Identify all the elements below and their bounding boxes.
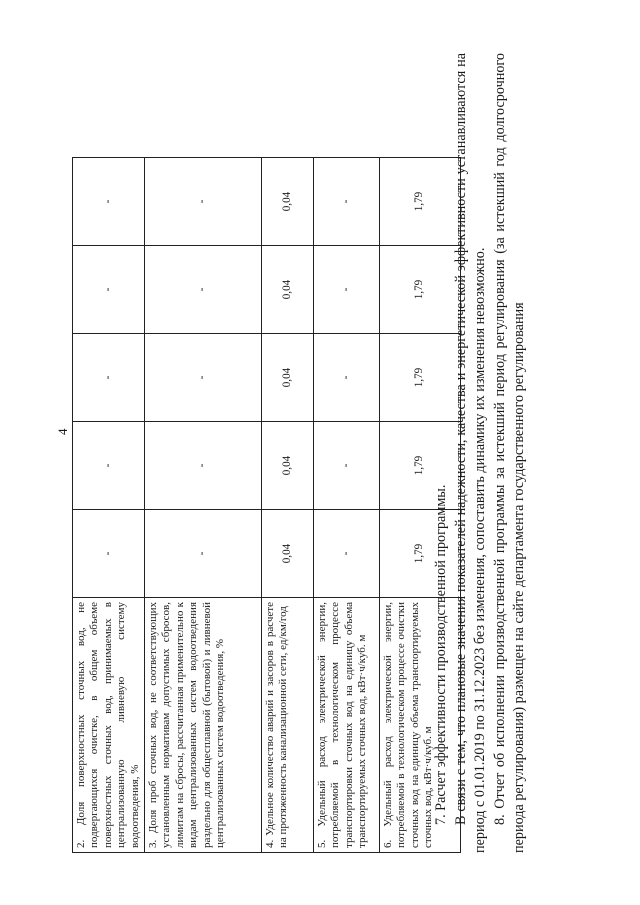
table-cell: -	[314, 246, 380, 334]
table-cell: 1,79	[380, 422, 461, 510]
table-cell: 1,79	[380, 334, 461, 422]
row-label: 2. Доля поверхностных сточных вод, не подвергающихся очистке, в общем объеме поверхностных сточных вод, принимаемых в централизованную ливневую систему водоотведения, %	[73, 598, 145, 853]
table-row	[73, 158, 145, 853]
table-cell: -	[73, 422, 145, 510]
table-cell: 1,79	[380, 158, 461, 246]
table-cell: 0,04	[262, 422, 314, 510]
table-cell: 1,79	[380, 246, 461, 334]
table-cell: -	[73, 334, 145, 422]
row-label: 6. Удельный расход электрической энергии, потребляемой в технологическом процессе очистки сточных вод на единицу объема транспортируемых сточных вод, кВт·ч/куб. м	[380, 598, 461, 853]
page-number: 4	[55, 428, 70, 435]
table-cell: -	[145, 510, 262, 598]
table-cell: -	[145, 422, 262, 510]
paragraph: 8. Отчет об исполнении производственной программы за истекший период регулирования (за истекший год долгосрочного периода регулирования) размещен на сайте департамента государственного регулирования	[491, 53, 528, 853]
body-text	[432, 53, 530, 853]
table-cell: -	[145, 246, 262, 334]
section-heading: 7. Расчет эффективности производственной программы.	[433, 484, 449, 825]
table-row	[314, 158, 380, 853]
row-label: 3. Доля проб сточных вод, не соответствующих установленным нормативам допустимых сбросов, лимитам на сбросы, рассчитанная применительно к видам централизованных систем водоотведения раздельно для общесплавной (бытовой) и ливневой централизованных систем водоотведения, %	[145, 598, 262, 853]
table-cell: -	[73, 246, 145, 334]
table-cell: -	[73, 158, 145, 246]
table-cell: 0,04	[262, 510, 314, 598]
row-label: 5. Удельный расход электрической энергии, потребляемой в технологическом процессе транспортировки сточных вод на единицу объема транспортируемых сточных вод, кВт·ч/куб. м	[314, 598, 380, 853]
table-cell: 0,04	[262, 158, 314, 246]
table-row	[262, 158, 314, 853]
table-cell: -	[314, 334, 380, 422]
row-label: 4. Удельное количество аварий и засоров в расчете на протяженность канализационной сети, ед/км/год	[262, 598, 314, 853]
table-row	[145, 158, 262, 853]
table-cell: -	[314, 510, 380, 598]
table-cell: 0,04	[262, 246, 314, 334]
table-cell: -	[314, 422, 380, 510]
table-cell: 1,79	[380, 510, 461, 598]
table-cell: 0,04	[262, 334, 314, 422]
table-cell: -	[145, 158, 262, 246]
table-cell: -	[145, 334, 262, 422]
table-cell: -	[73, 510, 145, 598]
paragraph: В связи с тем, что плановые значения показателей надежности, качества и энергетической эффективности устанавливаются на период с 01.01.2019 по 31.12.2023 без изменения, сопоставить динамику их изменения невозможно.	[452, 53, 489, 853]
indicators-table	[72, 157, 461, 853]
table-cell: -	[314, 158, 380, 246]
